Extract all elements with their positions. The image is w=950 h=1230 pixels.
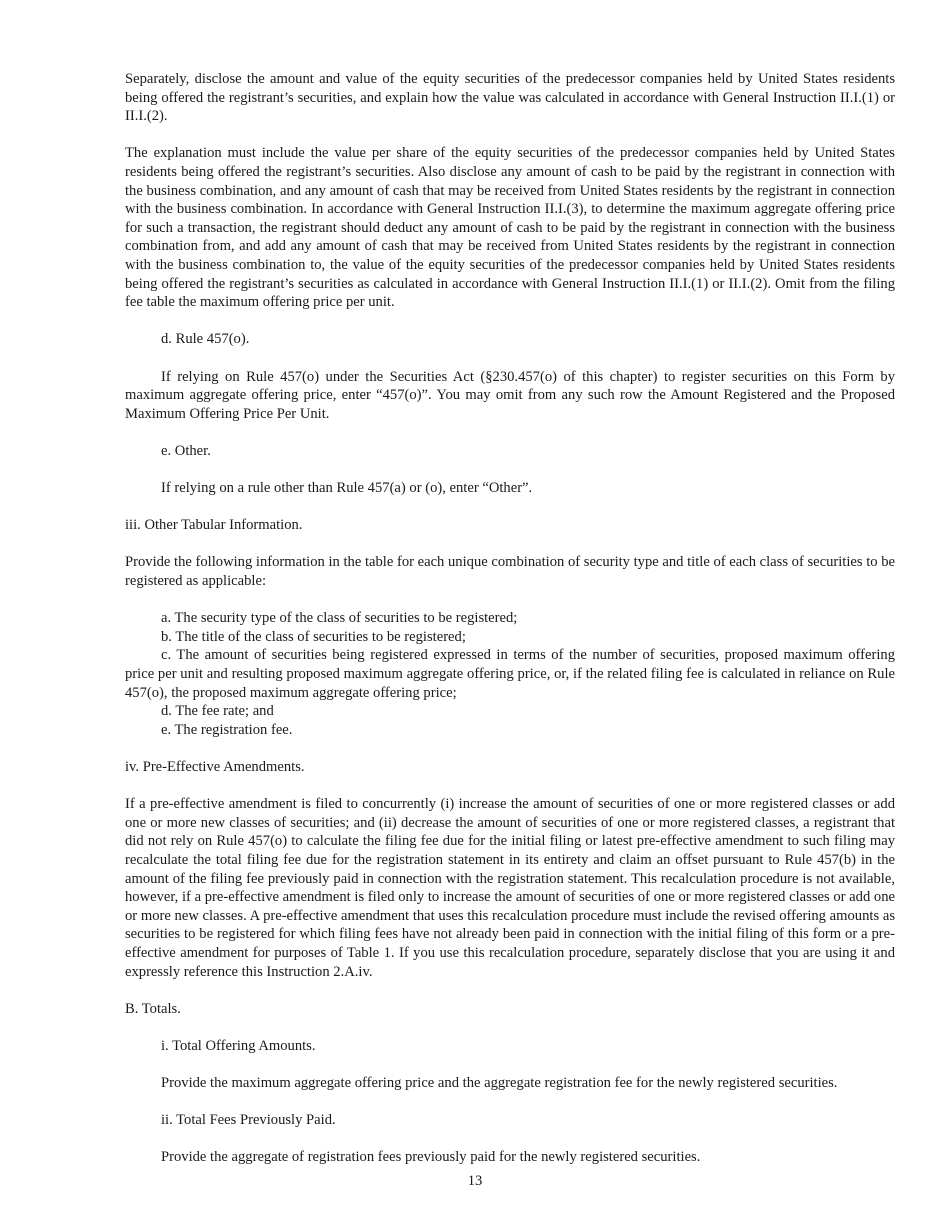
heading-other: e. Other. [161, 442, 211, 459]
paragraph-total-fees-previously-paid: Provide the aggregate of registration fees previously paid for the newly registered securities. [161, 1149, 701, 1166]
paragraph-pre-effective-amendments: If a pre-effective amendment is filed to concurrently (i) increase the amount of securities of one or more registered classes or add one or more new classes of securities; and (ii) decrease the amount of securities of one or more registered classes, a registrant that did not rely on Rule 457(o) to calculate the filing fee due for the initial filing or latest pre-effective amendment to such filing may recalculate the total filing fee due for the registration statement in its entirety and claim an offset pursuant to Rule 457(b) in the amount of the filing fee previously paid in connection with the registration statement. This recalculation procedure is not available, however, if a pre-effective amendment is filed only to increase the amount of securities of one or more registered classes or add one or more new classes. A pre-effective amendment that uses this recalculation procedure must include the revised offering amounts as securities to be registered for which filing fees have not already been paid in connection with the initial filing of this form or a pre-effective amendment for purposes of Table 1. If you use this recalculation procedure, separately disclose that you are using it and expressly reference this Instruction 2.A.iv. [125, 796, 895, 980]
list-item: e. The registration fee. [161, 721, 293, 738]
paragraph-predecessor-disclosure: Separately, disclose the amount and value of the equity securities of the predecessor companies held by United States residents being offered the registrant’s securities, and explain how the value was calculated in accordance with General Instruction II.I.(1) or II.I.(2). [125, 71, 895, 125]
paragraph-value-explanation: The explanation must include the value per share of the equity securities of the predecessor companies held by United States residents being offered the registrant’s securities. Also disclose any amount of cash to be paid by the registrant in connection with the business combination, and any amount of cash that may be received from United States residents by the registrant in connection with the business combination. In accordance with General Instruction II.I.(3), to determine the maximum aggregate offering price for such a transaction, the registrant should deduct any amount of cash to be paid by the registrant in connection with the business combination from, and add any amount of cash that may be received from United States residents by the registrant in connection with the business combination to, the value of the equity securities of the predecessor companies held by United States residents being offered the registrant’s securities as calculated in accordance with General Instruction II.I.(1) or II.I.(2). Omit from the filing fee table the maximum offering price per unit. [125, 145, 895, 311]
paragraph-other: If relying on a rule other than Rule 457(a) or (o), enter “Other”. [161, 480, 533, 497]
heading-rule-457o: d. Rule 457(o). [161, 331, 250, 348]
list-item: a. The security type of the class of securities to be registered; [161, 610, 518, 627]
paragraph-rule-457o: If relying on Rule 457(o) under the Securities Act (§230.457(o) of this chapter) to register securities on this Form by maximum aggregate offering price, enter “457(o)”. You may omit from any such row the Amount Registered and the Proposed Maximum Offering Price Per Unit. [125, 368, 895, 422]
document-body [125, 70, 895, 1167]
heading-totals: B. Totals. [125, 1000, 181, 1017]
heading-pre-effective-amendments: iv. Pre-Effective Amendments. [125, 758, 305, 775]
paragraph-tabular-information: Provide the following information in the table for each unique combination of security type and title of each class of securities to be registered as applicable: [125, 554, 895, 590]
list-item: c. The amount of securities being registered expressed in terms of the number of securities, proposed maximum offering price per unit and resulting proposed maximum aggregate offering price, or, if the related filing fee is calculated in reliance on Rule 457(o), the proposed maximum aggregate offering price; [125, 647, 895, 701]
paragraph-total-offering-amounts: Provide the maximum aggregate offering price and the aggregate registration fee for the newly registered securities. [161, 1075, 838, 1092]
heading-total-offering-amounts: i. Total Offering Amounts. [161, 1037, 316, 1054]
tabular-information-list [125, 609, 895, 739]
page-number: 13 [467, 1173, 483, 1189]
heading-other-tabular-information: iii. Other Tabular Information. [125, 517, 303, 534]
list-item: d. The fee rate; and [161, 703, 274, 720]
list-item: b. The title of the class of securities to be registered; [161, 628, 466, 645]
heading-total-fees-previously-paid: ii. Total Fees Previously Paid. [161, 1112, 336, 1129]
